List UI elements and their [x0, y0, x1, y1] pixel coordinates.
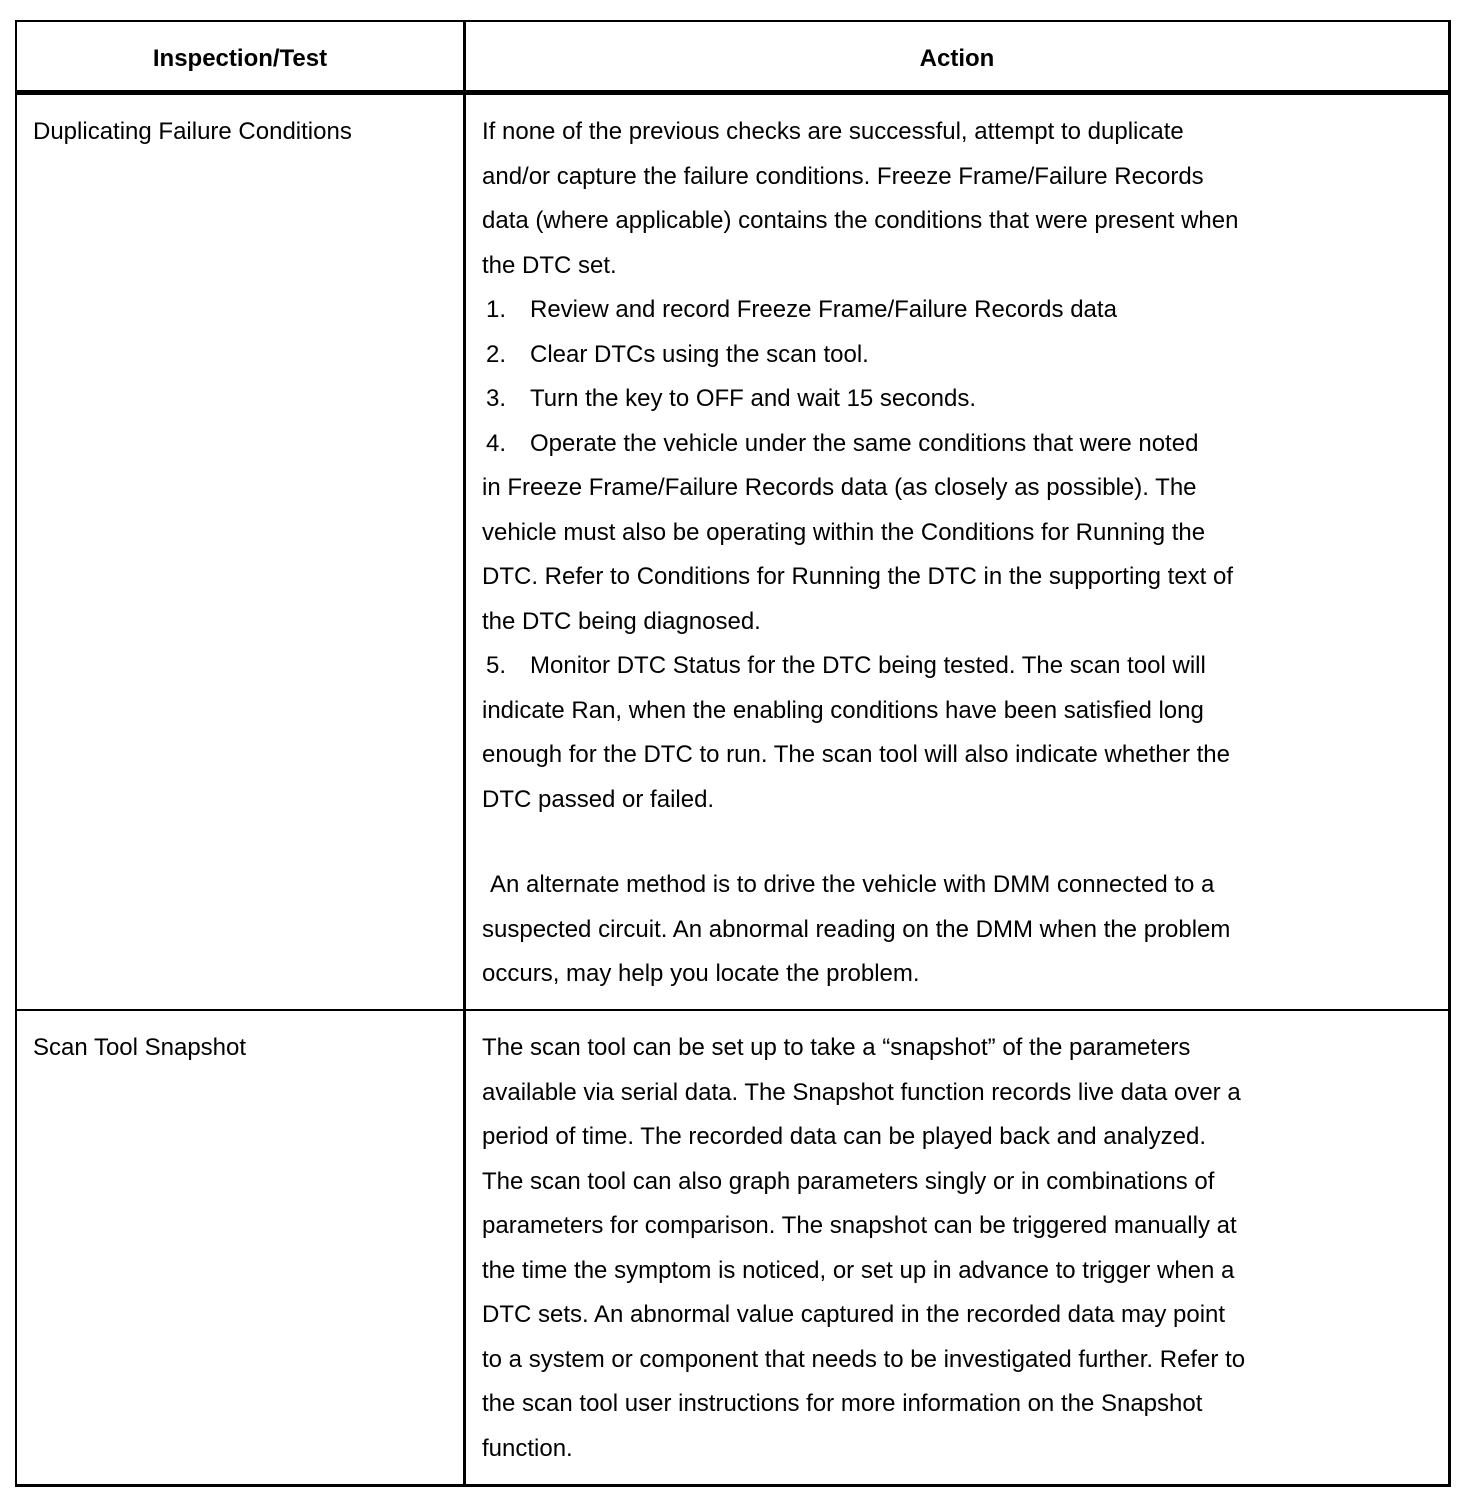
action-line: and/or capture the failure conditions. Freeze Frame/Failure Records: [482, 162, 1204, 190]
action-line: function.: [482, 1434, 573, 1462]
action-line: to a system or component that needs to be investigated further. Refer to: [482, 1345, 1246, 1373]
action-line: available via serial data. The Snapshot function records live data over a: [482, 1078, 1241, 1106]
alternate-method-line: An alternate method is to drive the vehicle with DMM connected to a: [490, 871, 1215, 898]
step-continuation: indicate Ran, when the enabling conditions have been satisfied long: [482, 696, 1204, 724]
step-text: Operate the vehicle under the same conditions that were noted: [530, 429, 1199, 457]
action-line: The scan tool can also graph parameters singly or in combinations of: [482, 1167, 1215, 1195]
step-text: Clear DTCs using the scan tool.: [530, 340, 869, 368]
step-item: [482, 333, 1448, 378]
step-number: 4.: [486, 429, 507, 457]
step-continuation: vehicle must also be operating within the Conditions for Running the: [482, 518, 1206, 546]
step-text: Turn the key to OFF and wait 15 seconds.: [530, 385, 976, 412]
action-line: If none of the previous checks are successful, attempt to duplicate: [482, 118, 1184, 145]
step-number: 2.: [486, 340, 507, 368]
step-item: [482, 377, 1448, 422]
row-test-name: Duplicating Failure Conditions: [17, 95, 466, 1009]
step-continuation: the DTC being diagnosed.: [482, 607, 761, 635]
header-action: Action: [919, 45, 995, 72]
step-text: Monitor DTC Status for the DTC being tested. The scan tool will: [530, 652, 1206, 679]
spacer: [482, 822, 1448, 863]
step-number: 5.: [486, 652, 507, 679]
step-item: [482, 644, 1448, 689]
alternate-method-line: suspected circuit. An abnormal reading on the DMM when the problem: [482, 915, 1231, 943]
step-continuation: DTC passed or failed.: [482, 785, 715, 813]
action-line: the DTC set.: [482, 251, 617, 279]
step-number: 3.: [486, 385, 507, 412]
step-continuation: enough for the DTC to run. The scan tool will also indicate whether the: [482, 741, 1230, 768]
action-line: the scan tool user instructions for more information on the Snapshot: [482, 1390, 1203, 1417]
action-line: data (where applicable) contains the conditions that were present when: [482, 207, 1239, 234]
alternate-method-line: occurs, may help you locate the problem.: [482, 960, 920, 987]
step-continuation: DTC. Refer to Conditions for Running the DTC in the supporting text of: [482, 563, 1234, 590]
table-row: [17, 95, 1448, 1011]
action-line: parameters for comparison. The snapshot can be triggered manually at: [482, 1212, 1237, 1239]
step-number: 1.: [486, 296, 507, 323]
table-row: [17, 1011, 1448, 1487]
action-line: the time the symptom is noticed, or set up in advance to trigger when a: [482, 1256, 1235, 1284]
row-action: [466, 95, 1448, 1009]
table-header-row: [17, 22, 1448, 95]
inspection-table: [15, 20, 1451, 1487]
action-line: The scan tool can be set up to take a “snapshot” of the parameters: [482, 1034, 1191, 1061]
row-action: [466, 1011, 1448, 1484]
step-text: Review and record Freeze Frame/Failure Records data: [530, 296, 1117, 323]
step-continuation: in Freeze Frame/Failure Records data (as closely as possible). The: [482, 474, 1197, 501]
row-test-name: Scan Tool Snapshot: [17, 1011, 466, 1484]
step-item: [482, 288, 1448, 333]
action-line: DTC sets. An abnormal value captured in the recorded data may point: [482, 1301, 1226, 1328]
action-line: period of time. The recorded data can be played back and analyzed.: [482, 1123, 1207, 1150]
header-inspection-test: Inspection/Test: [17, 22, 466, 90]
step-item: [482, 422, 1448, 467]
